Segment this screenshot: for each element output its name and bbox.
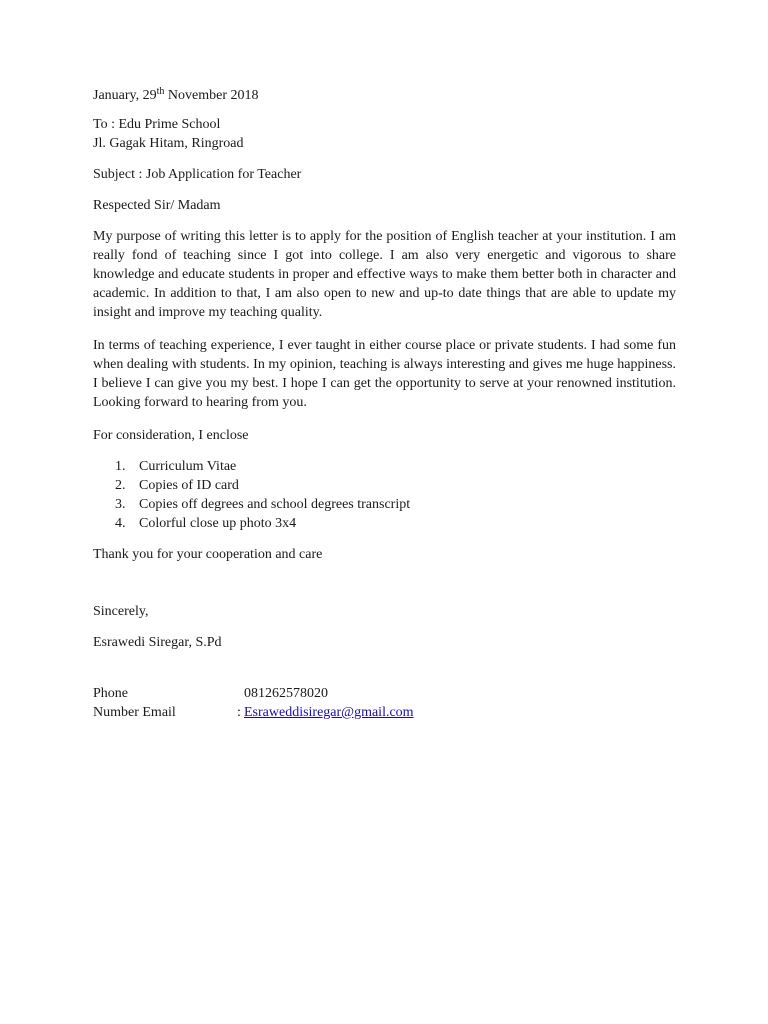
list-item: 1. Curriculum Vitae <box>115 459 237 474</box>
letter-date: January, 29th November 2018 <box>93 86 259 103</box>
closing: Sincerely, <box>93 604 149 619</box>
enclosure-list <box>93 457 676 533</box>
list-item: 3. Copies off degrees and school degrees transcript <box>115 497 411 512</box>
email-link[interactable]: Esraweddisiregar@gmail.com <box>244 705 414 720</box>
phone-label: Phone <box>93 686 128 701</box>
letter-page <box>93 86 676 722</box>
phone-row <box>93 684 676 703</box>
list-item: 2. Copies of ID card <box>115 478 239 493</box>
email-separator: : <box>237 705 241 720</box>
enclosure-intro: For consideration, I enclose <box>93 428 249 443</box>
address-line-2: Jl. Gagak Hitam, Ringroad <box>93 136 244 151</box>
phone-value: 081262578020 <box>244 686 328 701</box>
phone-separator <box>237 684 244 703</box>
list-item: 4. Colorful close up photo 3x4 <box>115 516 297 531</box>
signature-name: Esrawedi Siregar, S.Pd <box>93 635 222 650</box>
email-row <box>93 703 676 722</box>
thanks-line: Thank you for your cooperation and care <box>93 547 323 562</box>
recipient-address <box>93 115 676 153</box>
body-paragraph-1: My purpose of writing this letter is to apply for the position of English teacher at your institution. I am really fond of teaching since I got into college. I am also very energetic and vigorous to share knowledge and educate students in proper and effective ways to make them better both in character and academic. In addition to that, I am also open to new and up-to date things that are able to update my insight and improve my teaching quality. <box>93 229 676 320</box>
date-ordinal: th <box>156 86 165 97</box>
body-paragraph-2: In terms of teaching experience, I ever taught in either course place or private students. I had some fun when dealing with students. In my opinion, teaching is always interesting and gives me huge happiness. I believe I can give you my best. I hope I can get the opportunity to serve at your renowned institution. Looking forward to hearing from you. <box>93 338 676 410</box>
email-label: Number Email <box>93 705 176 720</box>
address-line-1: To : Edu Prime School <box>93 117 221 132</box>
salutation: Respected Sir/ Madam <box>93 198 221 213</box>
subject-line: Subject : Job Application for Teacher <box>93 167 302 182</box>
contact-block <box>93 684 676 722</box>
